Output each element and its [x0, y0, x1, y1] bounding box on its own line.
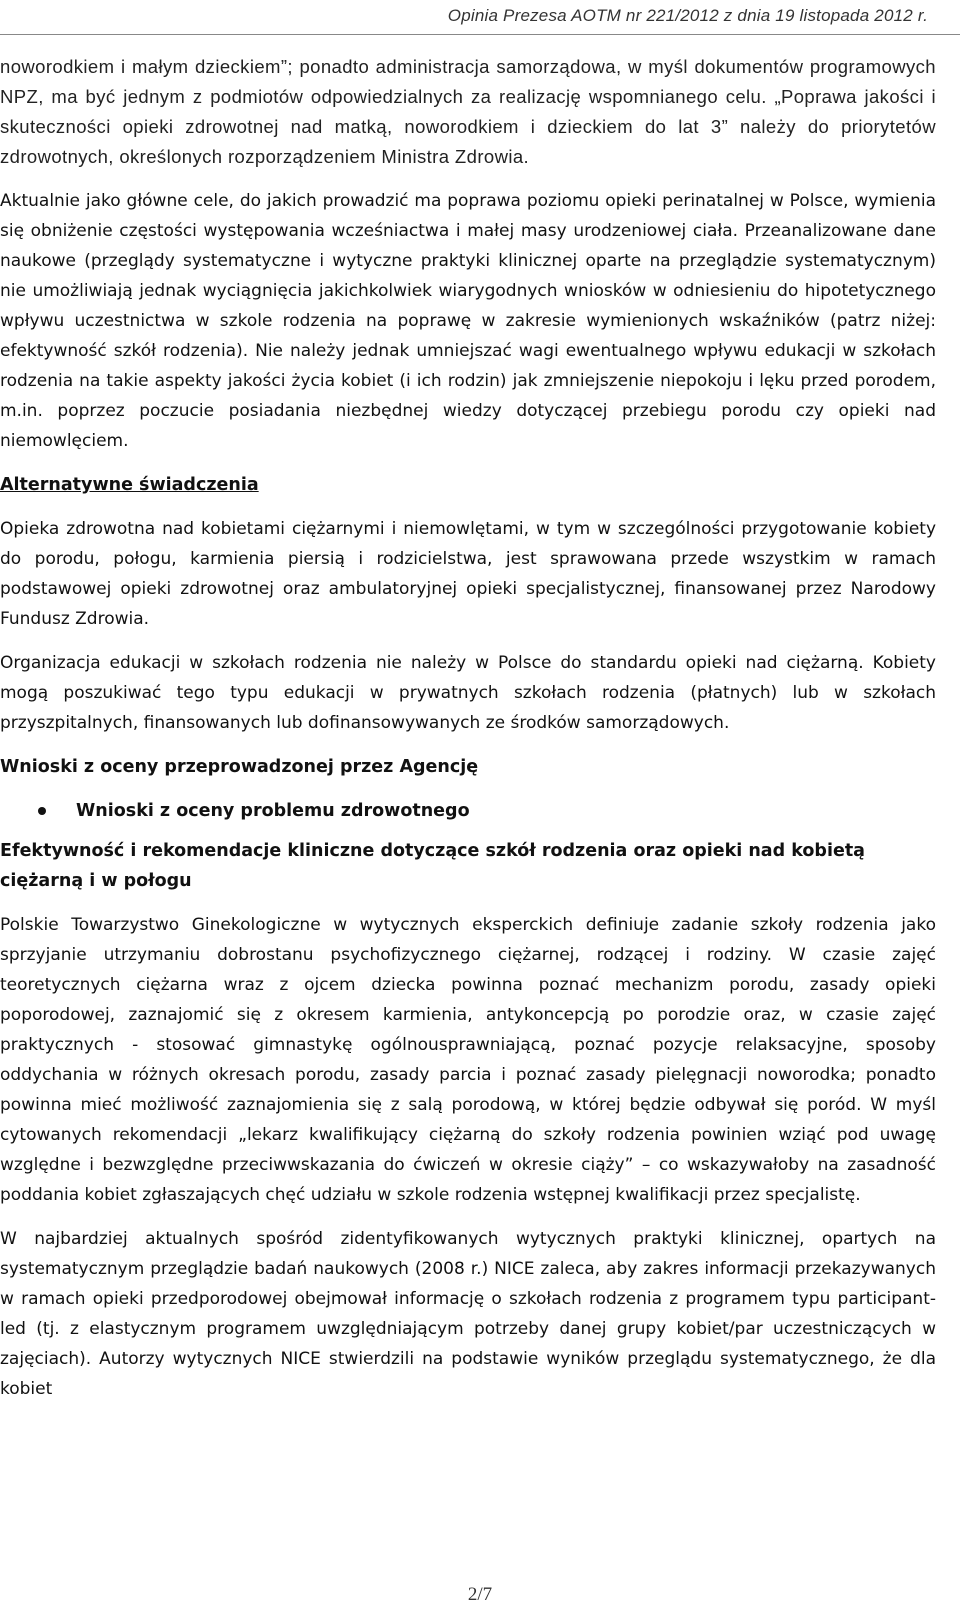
- heading-alternative-services: Alternatywne świadczenia: [0, 475, 259, 495]
- heading-effectiveness: Efektywność i rekomendacje kliniczne dotyczące szkół rodzenia oraz opieki nad kobietą ciężarną i w połogu: [0, 841, 865, 891]
- document-body: [0, 52, 936, 1418]
- paragraph-healthcare-women: Opieka zdrowotna nad kobietami ciężarnymi i niemowlętami, w tym w szczególności przygotowanie kobiety do porodu, połogu, karmienia piersią i rodzicielstwa, jest sprawowana przede wszystkim w ramach podstawowej opieki zdrowotnej oraz ambulatoryjnej opieki specjalistycznej, finansowanej przez Narodowy Fundusz Zdrowia.: [0, 519, 936, 629]
- paragraph-nice-guidelines: W najbardziej aktualnych spośród zidentyfikowanych wytycznych praktyki klinicznej, opartych na systematycznym przeglądzie badań naukowych (2008 r.) NICE zaleca, aby zakres informacji przekazywanych w ramach opieki przedporodowej obejmował informację o szkołach rodzenia z programem typu participant-led (tj. z elastycznym programem uwzględniającym potrzeby danej grupy kobiet/par uczestniczących w zajęciach). Autorzy wytycznych NICE stwierdzili na podstawie wyników przeglądu systematycznego, że dla kobiet: [0, 1229, 936, 1399]
- running-header: Opinia Prezesa AOTM nr 221/2012 z dnia 19 listopada 2012 r.: [447, 6, 928, 25]
- page-number: 2/7: [467, 1584, 493, 1605]
- paragraph-intro: noworodkiem i małym dzieckiem”; ponadto administracja samorządowa, w myśl dokumentów programowych NPZ, ma być jednym z podmiotów odpowiedzialnych za realizację wspomnianego celu. „Poprawa jakości i skuteczności opieki zdrowotnej nad matką, noworodkiem i dzieckiem do lat 3” należy do priorytetów zdrowotnych, określonych rozporządzeniem Ministra Zdrowia.: [0, 56, 936, 167]
- header-divider: [0, 34, 960, 35]
- paragraph-perinatal-goals: Aktualnie jako główne cele, do jakich prowadzić ma poprawa poziomu opieki perinatalnej w Polsce, wymienia się obniżenie częstości występowania wcześniactwa i małej masy urodzeniowej ciała. Przeanalizowane dane naukowe (przeglądy systematyczne i wytyczne praktyki klinicznej oparte na przeglądzie systematycznym) nie umożliwiają jednak wyciągnięcia jakichkolwiek wiarygodnych wniosków w odniesieniu do hipotetycznego wpływu uczestnictwa w szkole rodzenia na poprawę w zakresie wymienionych wskaźników (patrz niżej: efektywność szkół rodzenia). Nie należy jednak umniejszać wagi ewentualnego wpływu edukacji w szkołach rodzenia na takie aspekty jakości życia kobiet (i ich rodzin) jak zmniejszenie niepokoju i lęku przed porodem, m.in. poprzez poczucie posiadania niezbędnej wiedzy dotyczącej przebiegu porodu czy opieki nad niemowlęciem.: [0, 191, 936, 451]
- paragraph-education-organization: Organizacja edukacji w szkołach rodzenia nie należy w Polsce do standardu opieki nad ciężarną. Kobiety mogą poszukiwać tego typu edukacji w prywatnych szkołach rodzenia (płatnych) lub w szkołach przyszpitalnych, finansowanych lub dofinansowywanych ze środków samorządowych.: [0, 653, 936, 733]
- heading-agency-conclusions: Wnioski z oceny przeprowadzonej przez Agencję: [0, 757, 479, 777]
- bullet-item: [0, 796, 936, 826]
- paragraph-ptg-guidelines: Polskie Towarzystwo Ginekologiczne w wytycznych eksperckich definiuje zadanie szkoły rodzenia jako sprzyjanie utrzymaniu dobrostanu psychofizycznego ciężarnej, rodzącej i rodziny. W czasie zajęć teoretycznych ciężarna wraz z ojcem dziecka powinna poznać mechanizm porodu, zasady opieki poporodowej, zaznajomić się z okresem karmienia, antykoncepcją po porodzie oraz, w czasie zajęć praktycznych - stosować gimnastykę ogólnousprawniającą, poznać pozycje relaksacyjne, sposoby oddychania w różnych okresach porodu, zasady parcia i poznać zasady pielęgnacji noworodka; ponadto powinna mieć możliwość zaznajomienia się z salą porodową, w której będzie odbywał się poród. W myśl cytowanych rekomendacji „lekarz kwalifikujący ciężarną do szkoły rodzenia powinien wziąć pod uwagę względne i bezwzględne przeciwwskazania do ćwiczeń w okresie ciąży” – co wskazywałoby na zasadność poddania kobiet zgłaszających chęć udziału w szkole rodzenia wstępnej kwalifikacji przez specjalistę.: [0, 915, 936, 1205]
- bullet-dot-icon: [38, 807, 46, 815]
- bullet-label: Wnioski z oceny problemu zdrowotnego: [76, 801, 470, 821]
